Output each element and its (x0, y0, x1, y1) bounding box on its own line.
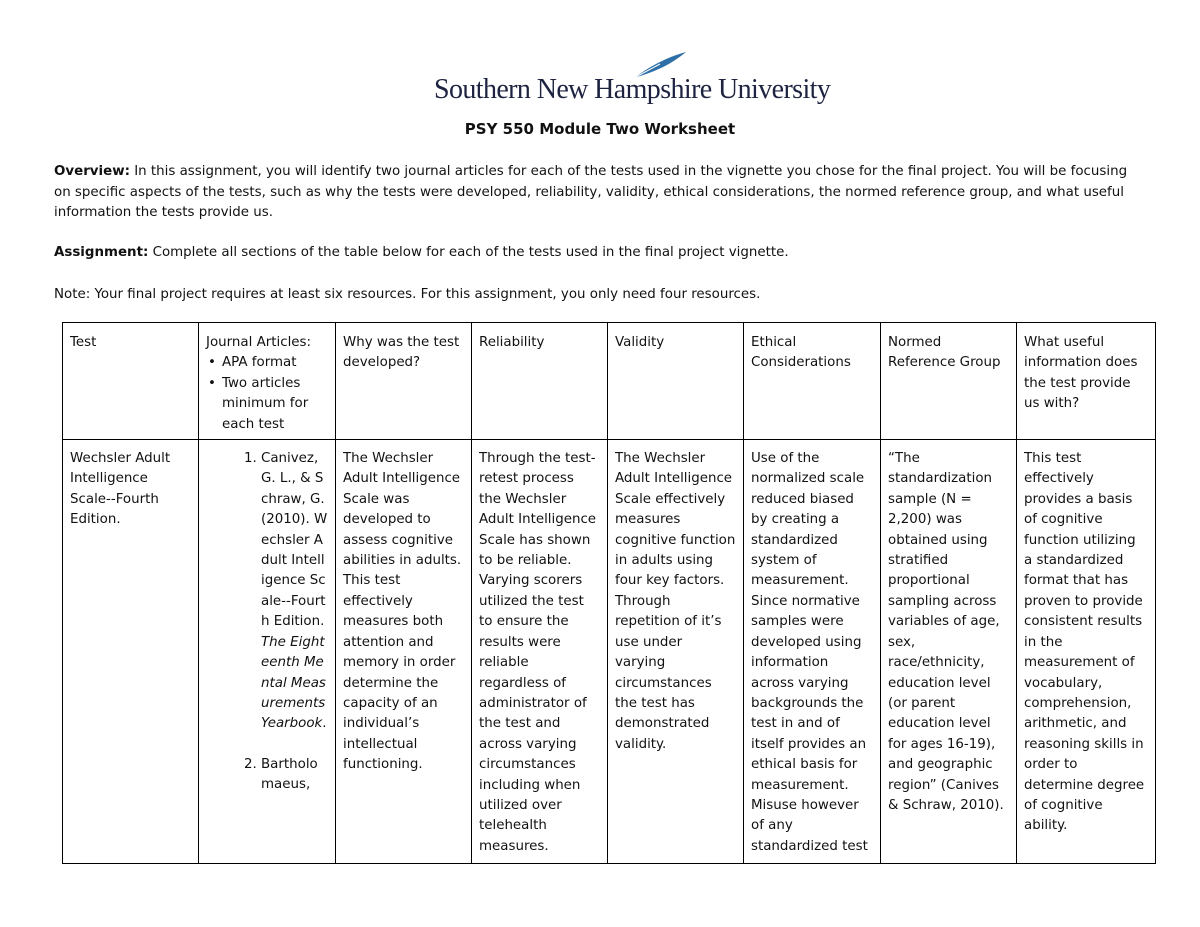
cell-ethical: Use of the normalized scale reduced biased by creating a standardized system of measurement. Since normative samples were developed using information across varying backgrounds the test in and of itself provides an ethical basis for measurement. Misuse however of any standardized test (744, 440, 881, 864)
cell-useful: This test effectively provides a basis of cognitive function utilizing a standardized format that has proven to provide consistent results in the measurement of vocabulary, comprehension, arithmetic, and reasoning skills in order to determine degree of cognitive ability. (1017, 440, 1156, 864)
assignment-text: Complete all sections of the table below for each of the tests used in the final project vignette. (148, 245, 789, 260)
header-why: Why was the test developed? (336, 323, 472, 440)
logo-text: Southern New Hampshire University (434, 74, 831, 105)
reference-journal: The Eighteenth Mental Measurements Yearbook (261, 634, 326, 732)
articles-requirements-list (206, 353, 328, 435)
header-normed: Normed Reference Group (881, 323, 1017, 440)
overview-paragraph (54, 162, 1144, 224)
list-item: • Two articles minimum for each test (220, 374, 328, 435)
cell-normed: “The standardization sample (N = 2,200) was obtained using stratified proportional sampling across variables of age, sex, race/ethnicity, education level (or parent education level for ages 16-19), and geographic region” (Canives & Schraw, 2010). (881, 440, 1017, 864)
header-validity: Validity (608, 323, 744, 440)
feather-logo-icon (630, 50, 690, 80)
note-paragraph: Note: Your final project requires at least six resources. For this assignment, you only need four resources. (54, 287, 761, 302)
cell-reliability: Through the test-retest process the Wechsler Adult Intelligence Scale has shown to be reliable. Varying scorers utilized the test to ensure the results were reliable regardless of administrator of the test and across varying circumstances including when utilized over telehealth measures. (472, 440, 608, 864)
table-row (63, 440, 1156, 864)
reference-text: Bartholomaeus, (261, 756, 318, 793)
page-title: PSY 550 Module Two Worksheet (464, 120, 736, 138)
cell-why: The Wechsler Adult Intelligence Scale was developed to assess cognitive abilities in adults. This test effectively measures both attention and memory in order determine the capacity of an individual’s intellectual functioning. (336, 440, 472, 864)
reference-end: . (322, 716, 327, 732)
cell-validity: The Wechsler Adult Intelligence Scale effectively measures cognitive function in adults using four key factors. Through repetition of it’s use under varying circumstances the test has demonstrated validity. (608, 440, 744, 864)
cell-test-name: Wechsler Adult Intelligence Scale--Fourth Edition. (63, 440, 199, 864)
worksheet-table (62, 322, 1156, 864)
header-test: Test (63, 323, 199, 440)
overview-text: In this assignment, you will identify two journal articles for each of the tests used in the vignette you chose for the final project. You will be focusing on specific aspects of the tests, such as why the tests were developed, reliability, validity, ethical considerations, the normed reference group, and what useful information the tests provide us. (54, 164, 1128, 220)
university-logo (434, 70, 831, 110)
assignment-label: Assignment: (54, 245, 149, 260)
header-reliability: Reliability (472, 323, 608, 440)
overview-label: Overview: (54, 164, 130, 179)
reference-list (206, 449, 328, 796)
list-item: • APA format (220, 353, 328, 373)
header-ethical: Ethical Considerations (744, 323, 881, 440)
reference-text: Canivez, G. L., & Schraw, G. (2010). Wechsler Adult Intelligence Scale--Fourth Edition. (261, 451, 328, 630)
header-useful: What useful information does the test provide us with? (1017, 323, 1156, 440)
header-articles (199, 323, 336, 440)
reference-item (261, 755, 328, 796)
table-header-row (63, 323, 1156, 440)
header-articles-label: Journal Articles: (206, 335, 312, 350)
reference-item (261, 449, 328, 735)
assignment-paragraph (54, 243, 1144, 264)
cell-journal-articles (199, 440, 336, 864)
